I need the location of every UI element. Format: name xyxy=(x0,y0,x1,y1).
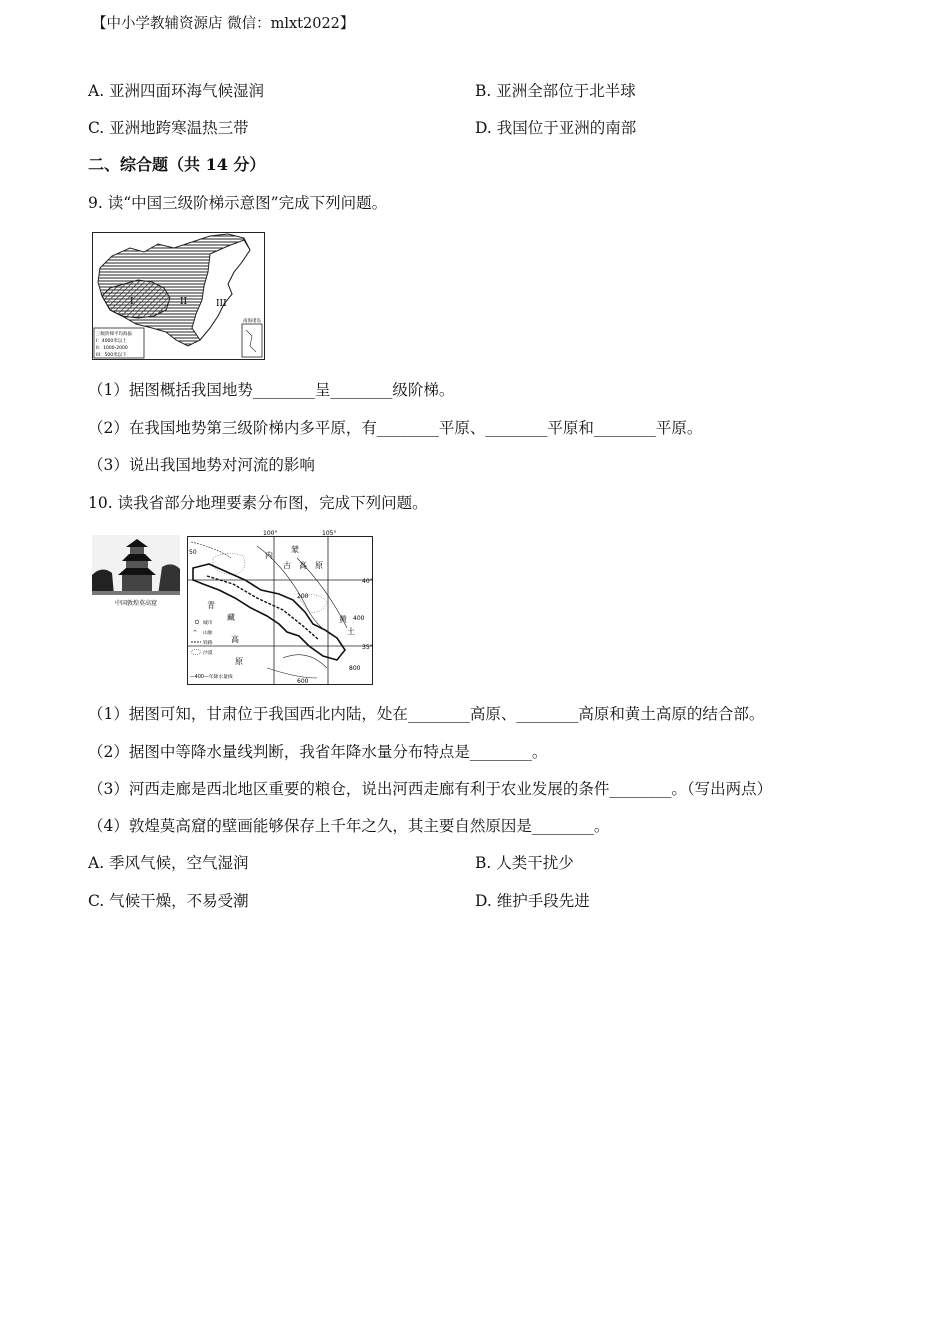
legend-city: 城市 xyxy=(203,621,213,626)
gansu-geography-map xyxy=(187,528,374,686)
q8-option-a[interactable]: A. 亚洲四面环海气候湿润 xyxy=(88,82,265,100)
isohyet-400: 400 xyxy=(353,615,365,622)
lat-label-35: 35° xyxy=(362,644,373,651)
q10-sub-1: （1）据图可知，甘肃位于我国西北内陆，处在________高原、________高原和黄土高原的结合部。 xyxy=(88,705,765,723)
legend-item-1: I：4000米以上 xyxy=(96,339,127,344)
isohyet-800: 800 xyxy=(349,665,361,672)
label-nei: 内 xyxy=(265,551,273,560)
isohyet-600: 600 xyxy=(297,678,309,685)
lon-label-100: 100° xyxy=(263,530,278,537)
page-header: 【中小学教辅资源店 微信：mlxt2022】 xyxy=(92,16,355,32)
q8-option-c[interactable]: C. 亚洲地跨寒温热三带 xyxy=(88,119,249,137)
label-tu: 土 xyxy=(347,627,355,636)
q9-sub-1: （1）据图概括我国地势________呈________级阶梯。 xyxy=(88,381,455,399)
label-gu: 古 xyxy=(283,561,291,570)
legend-item-2: II：1000-2000 xyxy=(96,346,128,351)
label-yuan2: 原 xyxy=(235,657,243,666)
label-huang: 黄 xyxy=(339,615,347,624)
q9-stem: 9. 读“中国三级阶梯示意图”完成下列问题。 xyxy=(88,194,388,212)
legend-title: 三级阶梯平均海拔 xyxy=(96,332,132,337)
q10-option-b[interactable]: B. 人类干扰少 xyxy=(475,854,574,872)
legend-isohyet: —400—年降水量线 xyxy=(190,675,233,680)
label-yuan1: 原 xyxy=(315,561,323,570)
step-label-3: III xyxy=(216,299,227,309)
china-terrain-steps-map xyxy=(92,232,265,360)
step-label-1: I xyxy=(130,297,134,307)
label-zang: 藏 xyxy=(227,613,235,622)
legend-railway: 铁路 xyxy=(203,641,213,646)
q9-sub-2: （2）在我国地势第三级阶梯内多平原，有________平原、________平原和________平原。 xyxy=(88,419,703,437)
q10-sub-4: （4）敦煌莫高窟的壁画能够保存上千年之久，其主要自然原因是________。 xyxy=(88,817,610,835)
isohyet-50: 50 xyxy=(189,549,197,556)
label-meng: 蒙 xyxy=(291,545,299,554)
lon-label-105: 105° xyxy=(322,530,337,537)
legend-mountain: 山脉 xyxy=(203,631,213,636)
label-gao1: 高 xyxy=(299,561,307,570)
step-label-2: II xyxy=(180,297,188,307)
section-title: 二、综合题（共 14 分） xyxy=(88,155,266,174)
q10-option-a[interactable]: A. 季风气候，空气湿润 xyxy=(88,854,249,872)
legend-desert: 沙漠 xyxy=(203,651,213,656)
lat-label-40: 40° xyxy=(362,578,373,585)
label-qing: 青 xyxy=(207,601,215,610)
q10-sub-3: （3）河西走廊是西北地区重要的粮仓，说出河西走廊有利于农业发展的条件________。（写出两点） xyxy=(88,780,773,798)
mogao-caves-photo xyxy=(92,535,180,611)
label-gao2: 高 xyxy=(231,635,239,644)
inset-label: 南海诸岛 xyxy=(243,319,261,324)
svg-text:^: ^ xyxy=(193,630,198,636)
q10-option-c[interactable]: C. 气候干燥，不易受潮 xyxy=(88,892,249,910)
isohyet-200: 200 xyxy=(297,593,309,600)
q10-sub-2: （2）据图中等降水量线判断，我省年降水量分布特点是________。 xyxy=(88,743,548,761)
legend-item-3: III：500米以下 xyxy=(96,353,127,358)
q9-sub-3: （3）说出我国地势对河流的影响 xyxy=(88,456,315,474)
photo-caption: 中国敦煌莫高窟 xyxy=(114,600,158,607)
q8-option-b[interactable]: B. 亚洲全部位于北半球 xyxy=(475,82,636,100)
q10-stem: 10. 读我省部分地理要素分布图，完成下列问题。 xyxy=(88,494,428,512)
q8-option-d[interactable]: D. 我国位于亚洲的南部 xyxy=(475,119,637,137)
q10-option-d[interactable]: D. 维护手段先进 xyxy=(475,892,590,910)
